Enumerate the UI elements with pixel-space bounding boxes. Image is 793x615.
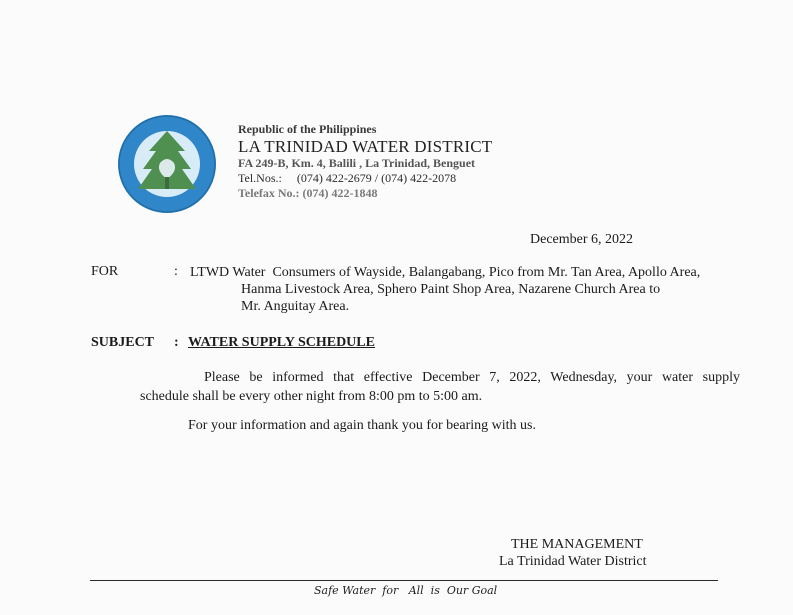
subject-label: SUBJECT [91, 335, 155, 350]
org-name: LA TRINIDAD WATER DISTRICT [238, 137, 493, 156]
seal-icon [116, 113, 218, 215]
for-label: FOR [91, 264, 119, 279]
body-line-2: schedule shall be every other night from 8:00 pm to 5:00 am. [140, 389, 483, 404]
footer-divider [90, 580, 718, 581]
body-line-1: Please be informed that effective December 7, 2022, Wednesday, your water supply [204, 370, 740, 385]
subject-title: WATER SUPPLY SCHEDULE [188, 335, 375, 350]
recipients-line-2: Hanma Livestock Area, Sphero Paint Shop Area, Nazarene Church Area to [241, 282, 661, 297]
recipients [190, 264, 700, 315]
country-line: Republic of the Philippines [238, 122, 377, 136]
address-line: FA 249-B, Km. 4, Balili , La Trinidad, Benguet [238, 156, 476, 170]
subject-colon: : [174, 335, 179, 350]
body-paragraph-2: For your information and again thank you for bearing with us. [188, 418, 536, 433]
recipients-line-3: Mr. Anguitay Area. [241, 299, 350, 314]
letter-date: December 6, 2022 [530, 232, 634, 247]
footer-slogan: Safe Water for All is Our Goal [314, 584, 498, 597]
signature-line-1: THE MANAGEMENT [511, 537, 643, 552]
signature-line-2: La Trinidad Water District [499, 554, 647, 569]
for-colon: : [174, 264, 178, 279]
telefax-line: Telefax No.: (074) 422-1848 [238, 186, 378, 200]
tel-line: Tel.Nos.: (074) 422-2679 / (074) 422-2078 [238, 171, 457, 185]
water-district-seal [116, 113, 218, 215]
body-paragraph-1 [140, 368, 740, 406]
letterhead [238, 122, 492, 201]
recipients-line-1: LTWD Water Consumers of Wayside, Balangabang, Pico from Mr. Tan Area, Apollo Area, [190, 265, 701, 280]
